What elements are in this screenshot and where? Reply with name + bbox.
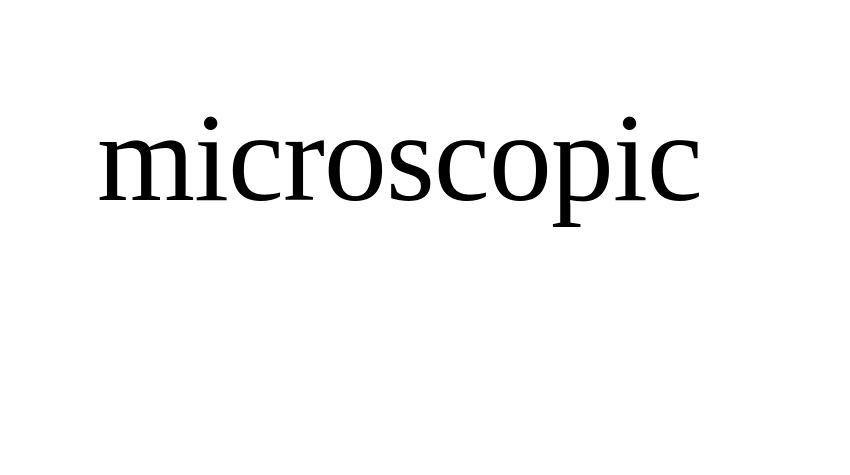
word-label: microscopic: [97, 89, 702, 228]
